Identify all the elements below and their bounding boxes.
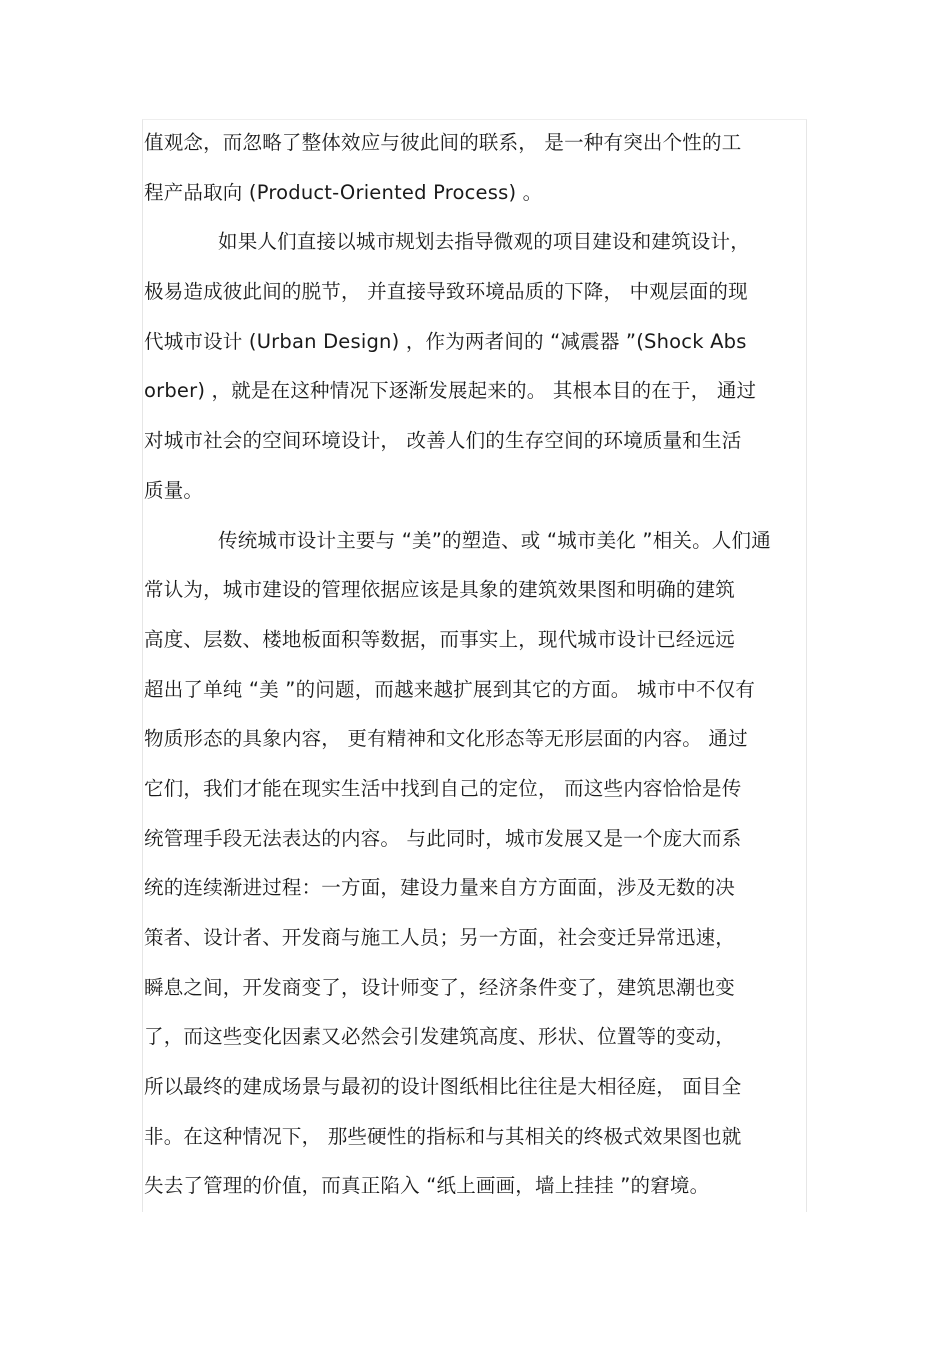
text-line: 非。在这种情况下， 那些硬性的指标和与其相关的终极式效果图也就 bbox=[144, 1124, 742, 1148]
text-line: 值观念，而忽略了整体效应与彼此间的联系， 是一种有突出个性的工 bbox=[144, 131, 742, 154]
text-line: 了，而这些变化因素又必然会引发建筑高度、形状、位置等的变动， bbox=[144, 1025, 736, 1049]
text-line: 对城市社会的空间环境设计， 改善人们的生存空间的环境质量和生活 bbox=[144, 429, 742, 453]
text-line: 高度、层数、楼地板面积等数据，而事实上，现代城市设计已经远远 bbox=[144, 627, 736, 651]
text-line: 常认为，城市建设的管理依据应该是具象的建筑效果图和明确的建筑 bbox=[144, 578, 736, 602]
text-line: 统管理手段无法表达的内容。 与此同时，城市发展又是一个庞大而系 bbox=[144, 826, 742, 850]
text-line: orber) ，就是在这种情况下逐渐发展起来的。 其根本目的在于， 通过 bbox=[144, 379, 757, 403]
text-line: 程产品取向 (Product-Oriented Process) 。 bbox=[144, 180, 543, 204]
text-line: 极易造成彼此间的脱节， 并直接导致环境品质的下降， 中观层面的现 bbox=[144, 280, 748, 304]
text-line: 统的连续渐进过程：一方面，建设力量来自方方面面，涉及无数的决 bbox=[144, 876, 736, 900]
document-body bbox=[144, 118, 806, 1211]
text-line: 它们，我们才能在现实生活中找到自己的定位， 而这些内容恰恰是传 bbox=[144, 776, 742, 800]
paragraph-first-line: 传统城市设计主要与 “美”的塑造、或 “城市美化 ”相关。人们通 bbox=[218, 528, 771, 552]
text-line: 质量。 bbox=[144, 478, 204, 502]
text-line: 策者、设计者、开发商与施工人员；另一方面，社会变迁异常迅速， bbox=[144, 926, 736, 949]
text-line: 所以最终的建成场景与最初的设计图纸相比往往是大相径庭， 面目全 bbox=[144, 1075, 742, 1099]
paragraph-first-line: 如果人们直接以城市规划去指导微观的项目建设和建筑设计， bbox=[218, 230, 750, 254]
text-line: 物质形态的具象内容， 更有精神和文化形态等无形层面的内容。 通过 bbox=[144, 727, 748, 751]
text-line: 代城市设计 (Urban Design) ，作为两者间的 “减震器 ”(Shock Abs bbox=[144, 329, 747, 353]
text-line: 超出了单纯 “美 ”的问题，而越来越扩展到其它的方面。 城市中不仅有 bbox=[144, 677, 756, 701]
text-line: 瞬息之间，开发商变了，设计师变了，经济条件变了，建筑思潮也变 bbox=[144, 975, 736, 999]
text-line: 失去了管理的价值，而真正陷入 “纸上画画，墙上挂挂 ”的窘境。 bbox=[144, 1174, 710, 1198]
